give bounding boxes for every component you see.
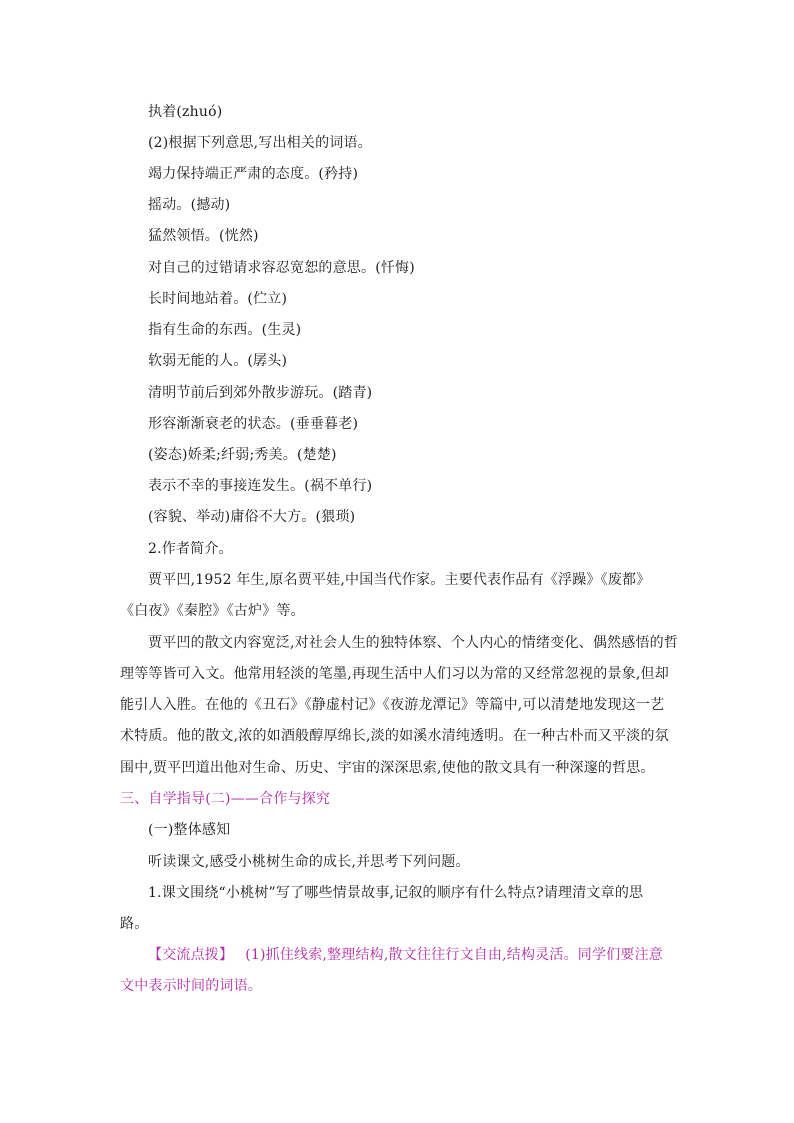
vocab-line: 对自己的过错请求容忍宽恕的意思。(忏悔): [148, 260, 415, 276]
author-para-line: 贾平凹的散文内容宽泛,对社会人生的独特体察、个人内心的情绪变化、偶然感悟的哲: [148, 635, 679, 651]
vocab-instruction: (2)根据下列意思,写出相关的词语。: [148, 135, 372, 151]
vocab-line: 猛然领悟。(恍然): [148, 228, 259, 244]
section-heading: 三、自学指导(二)——合作与探究: [120, 791, 331, 807]
author-para-line: 围中,贾平凹道出他对生命、历史、宇宙的深深思索,使他的散文具有一种深邃的哲思。: [120, 760, 655, 776]
tip-text: (1)抓住线索,整理结构,散文往往行文自由,结构灵活。同学们要注意: [245, 947, 663, 963]
vocab-line: 软弱无能的人。(孱头): [148, 353, 288, 369]
tip-line: 文中表示时间的词语。: [120, 978, 262, 994]
vocab-line: 竭力保持端正严肃的态度。(矜持): [148, 166, 359, 182]
author-para-line: 术特质。他的散文,浓的如酒般醇厚绵长,淡的如溪水清纯透明。在一种古朴而又平淡的氛: [120, 728, 669, 744]
author-para-line: 理等等皆可入文。他常用轻淡的笔墨,再现生活中人们习以为常的又经常忽视的景象,但却: [120, 666, 669, 682]
tip-line: [148, 945, 663, 965]
vocab-line: 摇动。(撼动): [148, 197, 231, 213]
vocab-line: 表示不幸的事接连发生。(祸不单行): [148, 478, 373, 494]
tip-tag: 【交流点拨】: [148, 947, 234, 963]
author-para-line: 能引人入胜。在他的《丑石》《静虚村记》《夜游龙潭记》等篇中,可以清楚地发现这一艺: [120, 697, 665, 713]
vocab-line: (姿态)娇柔;纤弱;秀美。(楚楚): [148, 447, 337, 463]
author-para-line: 《白夜》《秦腔》《古炉》等。: [120, 603, 305, 619]
vocab-line: 形容渐渐衰老的状态。(垂垂暮老): [148, 416, 359, 432]
vocab-line: 长时间地站着。(伫立): [148, 291, 288, 307]
vocab-line: 执着(zhuó): [148, 104, 223, 120]
question-line: 1.课文围绕“小桃树”写了哪些情景故事,记叙的顺序有什么特点?请理清文章的思: [148, 885, 644, 901]
vocab-line: 清明节前后到郊外散步游玩。(踏青): [148, 385, 373, 401]
author-intro-heading: 2.作者简介。: [148, 541, 233, 557]
vocab-line: (容貌、举动)庸俗不大方。(猥琐): [148, 509, 356, 525]
instruction-line: 听读课文,感受小桃树生命的成长,并思考下列问题。: [148, 854, 470, 870]
vocab-line: 指有生命的东西。(生灵): [148, 322, 302, 338]
question-line: 路。: [120, 916, 149, 932]
sub-heading: (一)整体感知: [148, 822, 231, 838]
author-para-line: 贾平凹,1952 年生,原名贾平娃,中国当代作家。主要代表作品有《浮躁》《废都》: [148, 572, 651, 588]
